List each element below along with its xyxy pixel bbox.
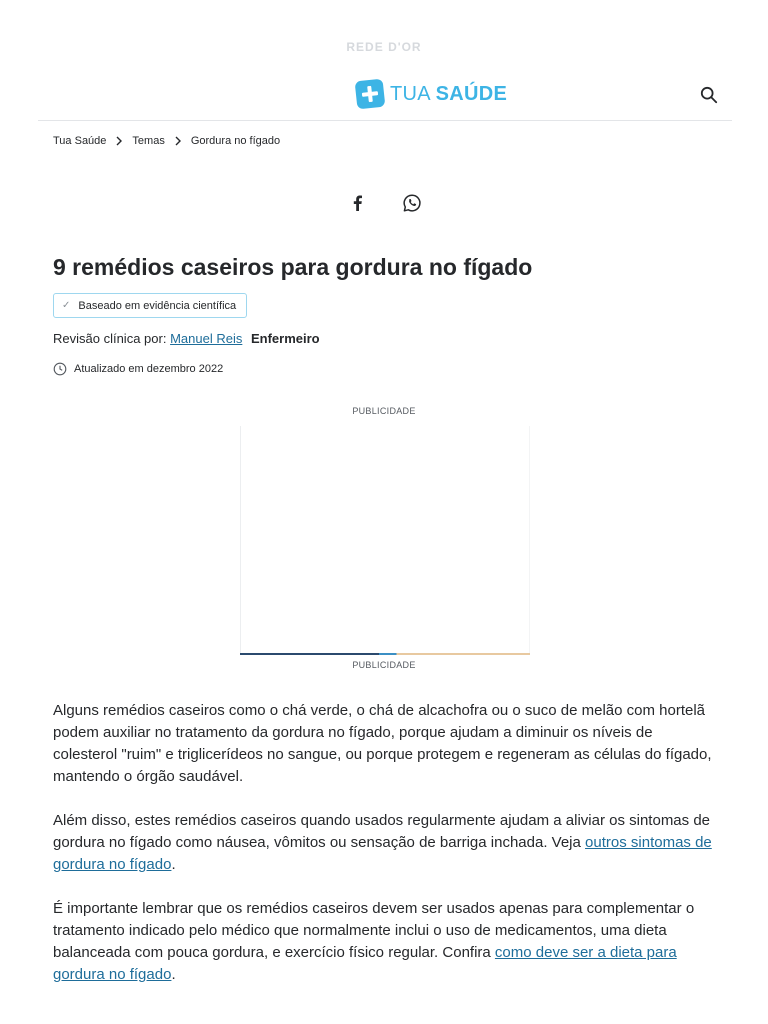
article-title: 9 remédios caseiros para gordura no fígado xyxy=(53,254,533,280)
search-icon[interactable] xyxy=(700,86,718,104)
site-logo[interactable] xyxy=(356,80,507,108)
breadcrumb-item-tua-saude[interactable]: Tua Saúde xyxy=(53,135,107,147)
logo-text: TUA SAÚDE xyxy=(390,82,508,105)
ad-label-top: PUBLICIDADE xyxy=(352,406,416,416)
partner-logo: REDE D'OR xyxy=(346,40,422,54)
site-header xyxy=(38,70,732,121)
whatsapp-icon[interactable] xyxy=(402,193,422,213)
evidence-badge-label: Baseado em evidência científica xyxy=(78,299,237,312)
article-paragraph: É importante lembrar que os remédios caseiros devem ser usados apenas para complementar o tratamento indicado pelo médico que normalmente inclui o uso de medicamentos, uma dieta balanceada com pouca gordura, e exercício físico regular. Confira como deve ser a dieta para gordura no fígado. xyxy=(53,900,695,983)
clock-icon xyxy=(53,362,67,376)
ad-slot[interactable] xyxy=(240,426,530,654)
clinical-review xyxy=(53,331,320,346)
updated-date xyxy=(53,362,223,376)
symptoms-link[interactable]: outros sintomas de gordura no fígado xyxy=(53,834,712,873)
check-icon: ✓ xyxy=(62,300,71,311)
chevron-right-icon xyxy=(114,136,124,146)
article-paragraph: Alguns remédios caseiros como o chá verde, o chá de alcachofra ou o suco de melão com hortelã podem auxiliar no tratamento da gordura no fígado, porque ajudam a diminuir os níveis de colesterol "ruim" e triglicerídeos no sangue, ou porque protegem e regeneram as células do fígado, mantendo o órgão saudável. xyxy=(53,702,712,785)
review-prefix: Revisão clínica por: xyxy=(53,331,167,346)
reviewer-role: Enfermeiro xyxy=(250,331,320,346)
evidence-badge[interactable] xyxy=(53,293,247,318)
reviewer-link[interactable]: Manuel Reis xyxy=(170,331,243,346)
facebook-icon[interactable] xyxy=(348,193,368,213)
breadcrumb-item-temas[interactable]: Temas xyxy=(132,135,165,147)
diet-link[interactable]: como deve ser a dieta para gordura no fígado xyxy=(53,944,677,983)
share-bar xyxy=(348,193,422,213)
article-paragraph: Além disso, estes remédios caseiros quando usados regularmente ajudam a aliviar os sintomas de gordura no fígado como náusea, vômitos ou sensação de barriga inchada. Veja outros sintomas de gordura no fígado. xyxy=(53,812,712,873)
ad-slot-border xyxy=(240,653,530,655)
updated-text: Atualizado em dezembro 2022 xyxy=(74,363,224,375)
chevron-right-icon xyxy=(173,136,183,146)
ad-label-bottom: PUBLICIDADE xyxy=(352,660,416,670)
breadcrumb-item-gordura-no-figado[interactable]: Gordura no fígado xyxy=(190,135,281,147)
plus-icon xyxy=(355,79,386,110)
breadcrumb xyxy=(53,135,280,147)
article-body xyxy=(53,700,718,1008)
